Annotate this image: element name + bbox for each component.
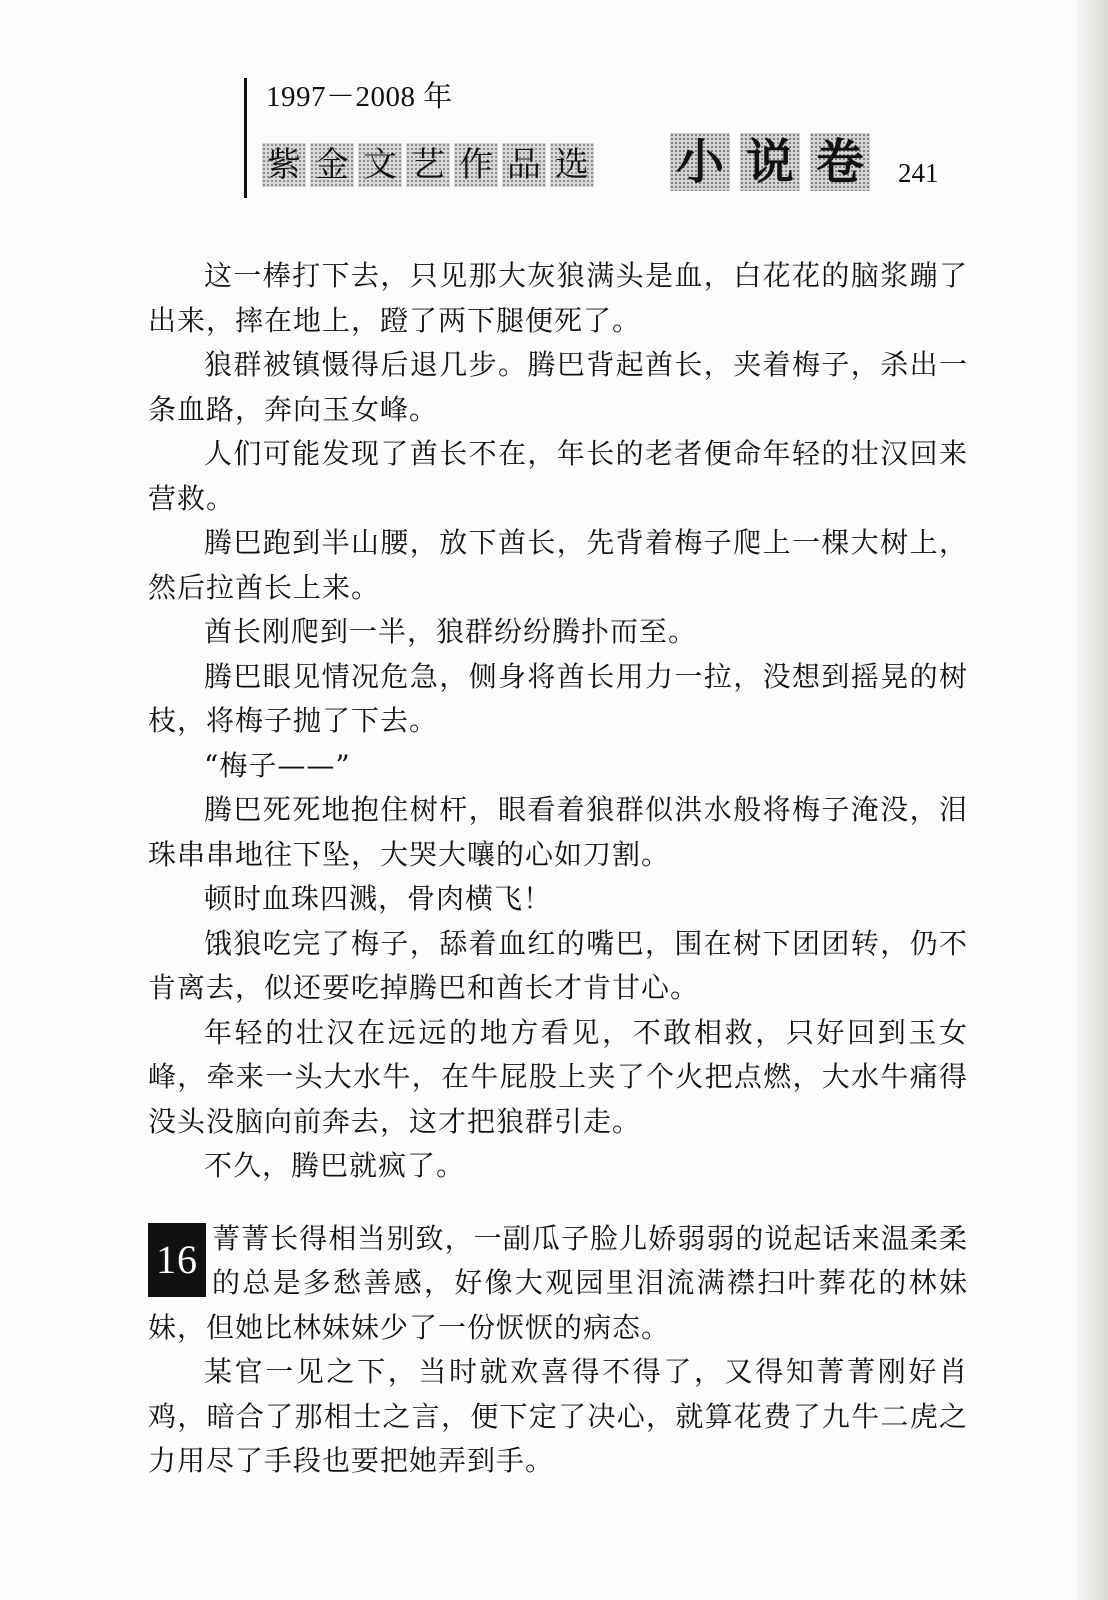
header-vertical-rule <box>244 78 247 198</box>
paragraph: 年轻的壮汉在远远的地方看见，不敢相救，只好回到玉女峰，牵来一头大水牛，在牛屁股上夹了个火把点燃，大水牛痛得没头没脑向前奔去，这才把狼群引走。 <box>148 1015 968 1138</box>
volume-title-char: 卷 <box>810 133 870 191</box>
series-title-char: 品 <box>502 143 546 187</box>
series-title <box>262 143 594 187</box>
scan-edge-shadow <box>1078 0 1108 1600</box>
paragraph: 腾巴跑到半山腰，放下酋长，先背着梅子爬上一棵大树上，然后拉酋长上来。 <box>148 526 968 604</box>
paragraph: “梅子——” <box>204 748 351 782</box>
series-title-char: 文 <box>358 143 402 187</box>
series-title-char: 金 <box>310 143 354 187</box>
paragraph: 腾巴死死地抱住树杆，眼看着狼群似洪水般将梅子淹没，泪珠串串地往下坠，大哭大嚷的心如刀割。 <box>148 793 968 871</box>
section-number-badge: 16 <box>148 1223 206 1297</box>
section-paragraph: 菁菁长得相当别致，一副瓜子脸儿娇弱弱的说起话来温柔柔的总是多愁善感，好像大观园里泪流满襟扫叶葬花的林妹妹，但她比林妹妹少了一份恹恹的病态。 <box>148 1221 968 1344</box>
paragraph: 人们可能发现了酋长不在，年长的老者便命年轻的壮汉回来营救。 <box>148 437 968 515</box>
volume-title <box>670 133 870 191</box>
volume-title-char: 说 <box>740 133 800 191</box>
paragraph: 饿狼吃完了梅子，舔着血红的嘴巴，围在树下团团转，仍不肯离去，似还要吃掉腾巴和酋长才肯甘心。 <box>148 926 968 1004</box>
paragraph: 不久，腾巴就疯了。 <box>204 1149 466 1182</box>
section-paragraph: 某官一见之下，当时就欢喜得不得了，又得知菁菁刚好肖鸡，暗合了那相士之言，便下定了决心，就算花费了九牛二虎之力用尽了手段也要把她弄到手。 <box>148 1355 968 1477</box>
paragraph: 腾巴眼见情况危急，侧身将酋长用力一拉，没想到摇晃的树枝，将梅子抛了下去。 <box>148 659 968 737</box>
series-title-char: 作 <box>454 143 498 187</box>
page-number: 241 <box>898 158 939 188</box>
paragraph: 顿时血珠四溅，骨肉横飞！ <box>204 882 553 915</box>
series-title-char: 选 <box>550 143 594 187</box>
body-text <box>148 254 968 1484</box>
paragraph: 这一棒打下去，只见那大灰狼满头是血，白花花的脑浆蹦了出来，摔在地上，蹬了两下腿便死了。 <box>148 259 968 337</box>
paragraph: 酋长刚爬到一半，狼群纷纷腾扑而至。 <box>204 615 698 648</box>
paragraph: 狼群被镇慑得后退几步。腾巴背起酋长，夹着梅子，杀出一条血路，奔向玉女峰。 <box>148 348 968 426</box>
series-title-char: 紫 <box>262 143 306 187</box>
volume-title-char: 小 <box>670 133 730 191</box>
series-title-char: 艺 <box>406 143 450 187</box>
header-years: 1997－2008 年 <box>266 81 453 113</box>
section-16 <box>148 1217 968 1351</box>
section-spacer <box>148 1189 968 1217</box>
